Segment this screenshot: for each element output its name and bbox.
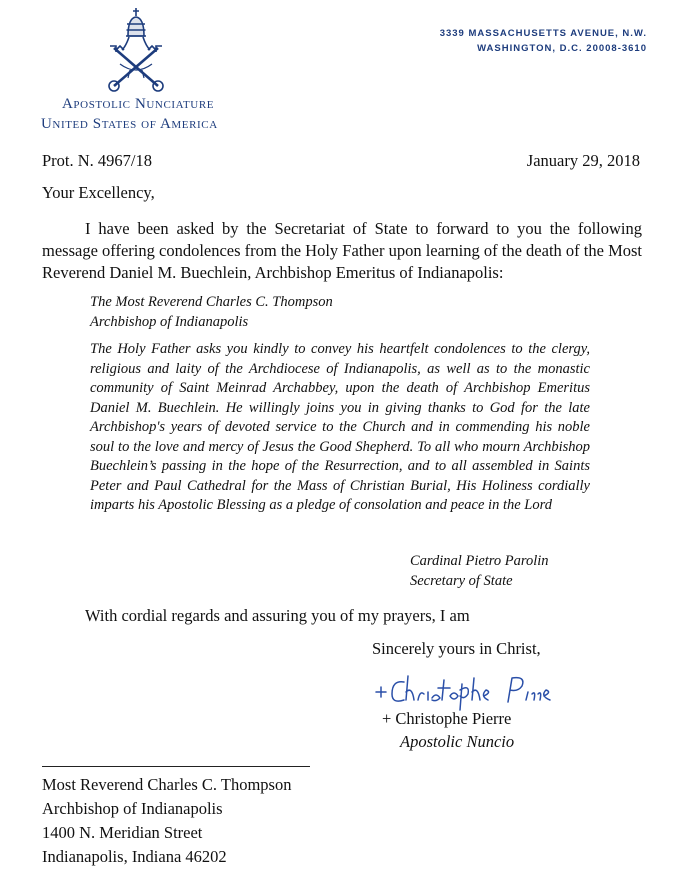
recipient-address-title: Archbishop of Indianapolis <box>42 799 223 818</box>
letterhead-city-address: WASHINGTON, D.C. 20008-3610 <box>477 43 647 54</box>
intro-paragraph-text: I have been asked by the Secretariat of State to forward to you the following message offering condolences from the Holy Father upon learning of the death of the Most Reverend Daniel M. Buechlein, Archbishop Emeritus of Indianapolis: <box>42 219 642 282</box>
recipient-address <box>42 773 291 869</box>
salutation: Your Excellency, <box>42 183 155 202</box>
message-sender-name: Cardinal Pietro Parolin <box>410 553 549 569</box>
recipient-address-city: Indianapolis, Indiana 46202 <box>42 847 227 866</box>
intro-paragraph <box>42 218 642 284</box>
handwritten-signature <box>370 670 560 712</box>
address-divider-line <box>42 766 310 767</box>
papal-crest-icon <box>100 6 172 94</box>
protocol-number: Prot. N. 4967/18 <box>42 151 153 170</box>
nunciature-country: United States of America <box>41 116 218 132</box>
quoted-recipient <box>90 293 590 332</box>
condolence-message: The Holy Father asks you kindly to convey his heartfelt condolences to the clergy, religious and laity of the Archdiocese of Indianapolis, as well as to the monastic community of Saint Meinrad Archabbey, upon the death of Archbishop Emeritus Daniel M. Buechlein. He willingly joins you in giving thanks to God for the late Archbishop's years of devoted service to the Church and in commending his noble soul to the love and mercy of Jesus the Good Shepherd. To all who mourn Archbishop Buechlein’s passing in the hope of the Resurrection, and to all assembled in Saints Peter and Paul Cathedral for the Mass of Christian Burial, His Holiness cordially imparts his Apostolic Blessing as a pledge of consolation and peace in the Lord <box>90 341 590 513</box>
signer-name: + Christophe Pierre <box>382 709 512 728</box>
quoted-recipient-title: Archbishop of Indianapolis <box>90 313 249 330</box>
signer-title: Apostolic Nuncio <box>400 732 515 751</box>
letter-date: January 29, 2018 <box>526 151 640 170</box>
recipient-address-street: 1400 N. Meridian Street <box>42 823 203 842</box>
message-sender-title: Secretary of State <box>410 572 513 589</box>
quoted-recipient-name: The Most Reverend Charles C. Thompson <box>90 294 333 310</box>
recipient-address-name: Most Reverend Charles C. Thompson <box>42 775 292 794</box>
letterhead-street-address: 3339 MASSACHUSETTS AVENUE, N.W. <box>439 28 647 39</box>
closing-line: With cordial regards and assuring you of my prayers, I am <box>85 606 470 625</box>
nunciature-name: Apostolic Nunciature <box>62 96 215 112</box>
message-sender <box>410 552 549 591</box>
complimentary-close: Sincerely yours in Christ, <box>372 639 541 658</box>
